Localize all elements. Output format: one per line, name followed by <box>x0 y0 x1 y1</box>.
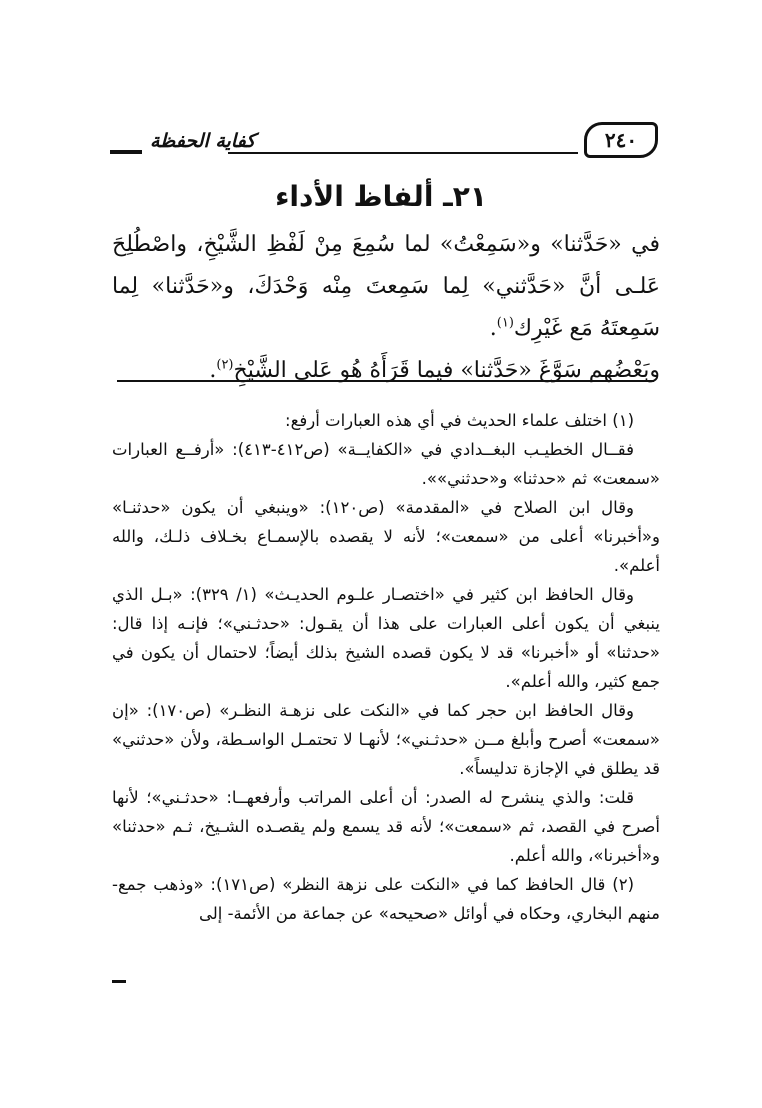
header-dash <box>110 150 142 154</box>
chapter-title: ٢١ـ ألفاظ الأداء <box>275 180 487 213</box>
main-text <box>112 224 660 392</box>
running-header <box>110 118 658 166</box>
footnotes <box>112 406 660 928</box>
book-title: كفاية الحفظة <box>150 130 256 152</box>
footnote-ref-1: (١) <box>496 315 514 331</box>
footnote-separator <box>117 380 654 382</box>
footnote-1-intro: (١) اختلف علماء الحديث في أي هذه العبارات أرفع: <box>285 411 634 430</box>
main-paragraph-2: وبَعْضُهم سَوَّغَ «حَدَّثنا» فيما قَرَأَهُ هُو عَلى الشَّيْخِ$^{(٢)}$. <box>209 357 660 383</box>
page-number-badge <box>584 122 658 158</box>
footnote-1-para-3: وقال الحافظ ابن كثير في «اختصـار علـوم الحديـث» (١/ ٣٢٩): «بـل الذي ينبغي أن يكون أعلى العبارات على هذا أن يقـول: «حدثـني»؛ فإنـه إذا قال: «حدثنا» أو «أخبرنا» قد لا يكون قصده الشيخ بذلك أيضاً؛ لاحتمال أن يكون في جمع كثير، والله أعلم». <box>112 585 660 691</box>
main-line-1: في «حَدَّثنا» و«سَمِعْتُ» لما سُمِعَ مِنْ لَفْظِ الشَّيْخِ، واصْطُلِحَ عَلـى أنَّ «حَدَّثني» لِما سَمِعتَ مِنْه وَحْدَكَ، و«حَدَّثنا» لِما سَمِعتَهُ مَع غَيْرِك <box>112 232 660 341</box>
footnote-1-para-5: قلت: والذي ينشرح له الصدر: أن أعلى المراتب وأرفعهــا: «حدثـني»؛ لأنها أصرح في القصد، ثم «سمعت»؛ لأنه قد يسمع ولم يقصـده الشـيخ، ثـم «حدثنا» و«أخبرنا»، والله أعلم. <box>112 788 660 865</box>
header-rule <box>228 152 578 154</box>
footnote-ref-2: (٢) <box>216 357 234 373</box>
main-line-2: وبَعْضُهم سَوَّغَ «حَدَّثنا» فيما قَرَأَهُ هُو عَلى الشَّيْخِ <box>233 358 660 383</box>
footnote-1-para-4: وقال الحافظ ابن حجر كما في «النكت على نزهـة النظـر» (ص١٧٠): «إن «سمعت» أصرح وأبلغ مــن «حدثـني»؛ لأنهـا لا تحتمـل الواسـطة، ولأن «حدثني» قد يطلق في الإجازة تدليساً». <box>112 701 660 778</box>
main-paragraph-1: في «حَدَّثنا» و«سَمِعْتُ» لما سُمِعَ مِنْ لَفْظِ الشَّيْخِ، واصْطُلِحَ عَلـى أنَّ «حَدَّثني» لِما سَمِعتَ مِنْه وَحْدَكَ، و«حَدَّثنا» لِما سَمِعتَهُ مَع غَيْرِك$^{(١)}$. <box>112 232 660 341</box>
continuation-dash <box>112 980 126 983</box>
footnote-1-para-2: وقال ابن الصلاح في «المقدمة» (ص١٢٠): «وينبغي أن يكون «حدثنـا» و«أخبرنا» أعلى من «سمعت»؛ لأنه لا يقصده بالإسمـاع بخـلاف ذلـك، والله أعلم». <box>112 498 660 575</box>
footnote-2-para-1: (٢) قال الحافظ كما في «النكت على نزهة النظر» (ص١٧١): «وذهب جمع- منهم البخاري، وحكاه في أوائل «صحيحه» عن جماعة من الأئمة- إلى <box>112 875 660 923</box>
page-number: ٢٤٠ <box>604 128 638 152</box>
footnote-1-para-1: فقــال الخطيـب البغــدادي في «الكفايــة» (ص٤١٢-٤١٣): «أرفــع العبارات «سمعت» ثم «حدثنا» و«حدثني»». <box>112 440 660 488</box>
